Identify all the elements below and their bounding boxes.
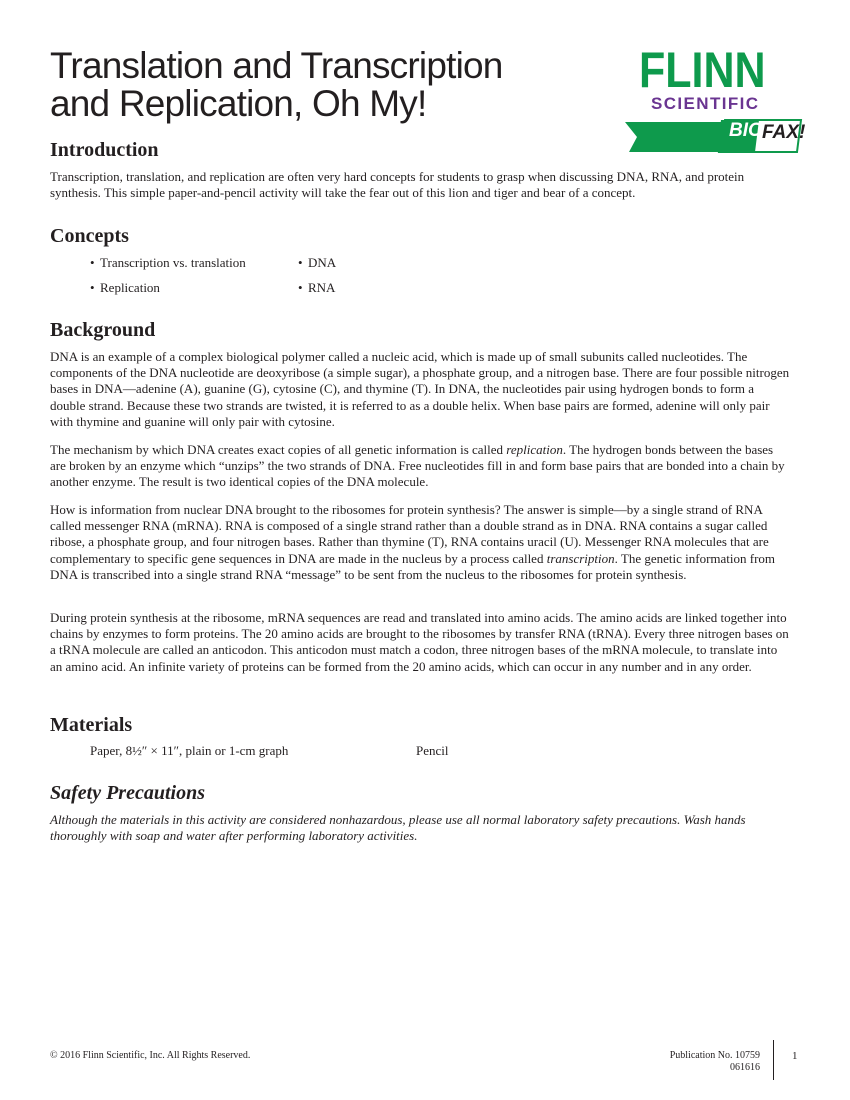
document-title	[50, 47, 610, 123]
publication-code: 061616	[730, 1062, 760, 1073]
safety-text: Although the materials in this activity are considered nonhazardous, please use all normal laboratory safety precautions. Wash hands thoroughly with soap and water after performing laboratory activities.	[50, 812, 746, 844]
publication-number: Publication No. 10759	[669, 1050, 760, 1061]
background-paragraph-1: DNA is an example of a complex biological polymer called a nucleic acid, which is made up of small subunits called nucleotides. The components of the DNA nucleotide are deoxyribose (a simple sugar), a phosphate group, and a nitrogen base. There are four possible nitrogen bases in DNA—adenine (A), guanine (G), cytosine (C), and thymine (T). In DNA, the nucleotides pair using hydrogen bonds to form a double strand. Because these two strands are twisted, it is referred to as a double helix. When base pairs are formed, adenine will only pair with thymine and guanine will only pair with cytosine.	[50, 349, 790, 429]
logo-fax-text: FAX!	[762, 122, 806, 143]
logo-bio-text: BIO	[729, 120, 763, 141]
footer-divider	[773, 1040, 774, 1080]
background-paragraph-4: During protein synthesis at the ribosome, mRNA sequences are read and translated into amino acids. The amino acids are linked together into chains by enzymes to form proteins. The 20 amino acids are brought to the ribosomes by transfer RNA (tRNA). Every three nitrogen bases on a tRNA molecule are called an anticodon. This anticodon must match a codon, three nitrogen bases of the mRNA molecule, to translate into an amino acid. An infinite variety of proteins can be formed from the 20 amino acids, which can occur in any number and in any order.	[50, 610, 789, 674]
materials-heading: Materials	[50, 714, 133, 736]
concept-item: • Transcription vs. translation	[90, 255, 246, 270]
concept-item: • Replication	[90, 280, 160, 295]
logo-brand-text: FLINN	[639, 42, 766, 98]
title-line-2: and Replication, Oh My!	[50, 83, 427, 124]
introduction-heading: Introduction	[50, 139, 159, 161]
introduction-text: Transcription, translation, and replication are often very hard concepts for students to grasp when discussing DNA, RNA, and protein synthesis. This simple paper-and-pencil activity will take the fear out of this lion and tiger and bear of a concept.	[50, 169, 745, 201]
concept-item: • RNA	[298, 280, 336, 295]
background-paragraph-3: How is information from nuclear DNA brought to the ribosomes for protein synthesis? The answer is simple—by a single strand of RNA called messenger RNA (mRNA). RNA is composed of a single strand rather than a double strand as in DNA. RNA contains a sugar called ribose, a phosphate group, and four nitrogen bases. Rather than thymine (T), RNA contains uracil (U). Messenger RNA molecules that are complementary to specific gene sequences in DNA are made in the nucleus by a process called transcription. The genetic information from DNA is transcribed into a single strand RNA “message” to be sent from the nucleus to the ribosomes for protein synthesis.	[50, 502, 776, 582]
copyright-notice: © 2016 Flinn Scientific, Inc. All Rights Reserved.	[50, 1050, 251, 1061]
publication-info	[600, 1050, 760, 1074]
concepts-heading: Concepts	[50, 225, 129, 247]
background-paragraph-2: The mechanism by which DNA creates exact copies of all genetic information is called replication. The hydrogen bonds between the bases are broken by an enzyme which “unzips” the two strands of DNA. Free nucleotides fill in and form base pairs that are bonded into a chain by another enzyme. The result is two identical copies of the DNA molecule.	[50, 442, 785, 490]
material-item: Pencil	[416, 743, 449, 758]
background-heading: Background	[50, 319, 156, 341]
concept-item: • DNA	[298, 255, 337, 270]
title-line-1: Translation and Transcription	[50, 45, 503, 86]
flinn-bio-fax-logo	[625, 44, 805, 154]
material-item: Paper, 8½″ × 11″, plain or 1-cm graph	[90, 743, 289, 758]
safety-heading: Safety Precautions	[50, 782, 205, 804]
page-number: 1	[792, 1050, 798, 1062]
logo-sub-text: SCIENTIFIC	[651, 94, 760, 113]
